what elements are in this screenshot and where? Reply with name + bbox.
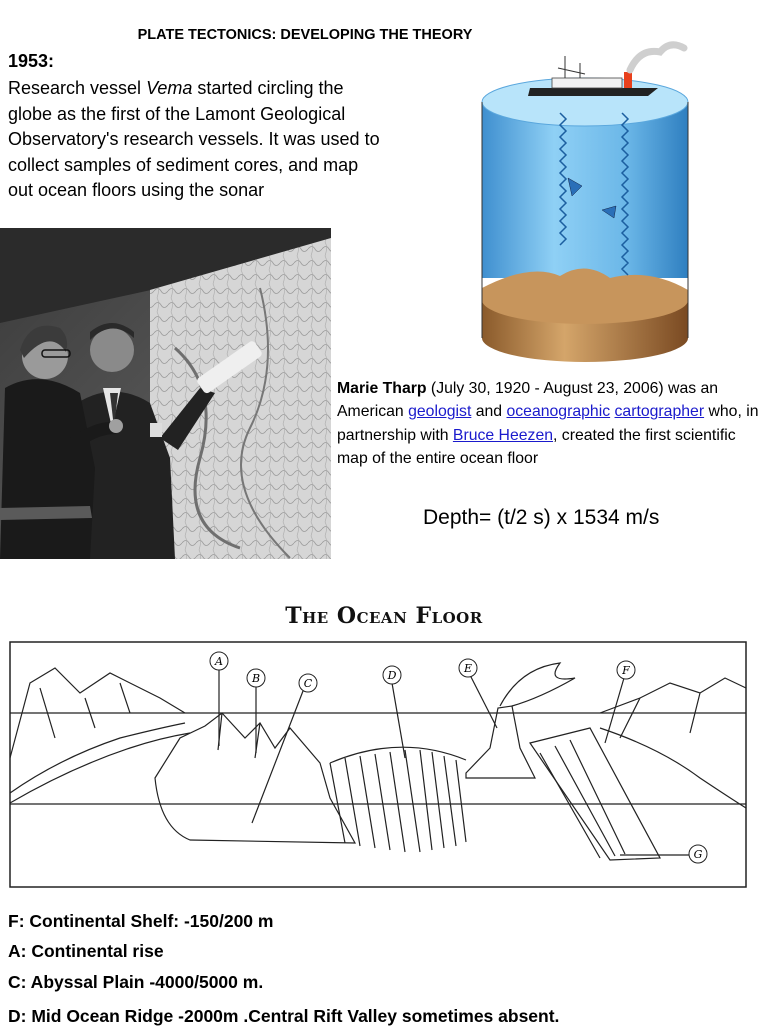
label-d: D [387, 669, 397, 682]
intro-text-2: started circling the globe as the first of the Lamont Geological Observatory's research vessels. It was used to collect samples of sediment cores, and map out ocean floors using the sonar [8, 78, 380, 200]
tharp-text-4: who, in partnership with [337, 403, 759, 444]
geologist-link[interactable]: geologist [408, 403, 472, 421]
label-g: G [693, 848, 703, 861]
label-a: A [215, 655, 223, 668]
depth-formula: Depth= (t/2 s) x 1534 m/s [423, 506, 660, 529]
legend-abyssal-plain: C: Abyssal Plain -4000/5000 m. [8, 972, 264, 992]
ocean-floor-title: The Ocean Floor [285, 603, 483, 629]
sonar-cylinder-diagram [470, 38, 700, 370]
year-heading: 1953: [8, 51, 55, 71]
ocean-floor-diagram [0, 628, 768, 898]
tharp-text-1: (July 30, 1920 - August 23, 2006) was an American [337, 380, 719, 421]
label-e: E [463, 662, 473, 675]
tharp-name: Marie Tharp [337, 380, 427, 397]
marie-tharp-paragraph [337, 377, 762, 471]
tharp-text-5: , created the first scientific map of the entire ocean floor [337, 426, 736, 468]
page-title: PLATE TECTONICS: DEVELOPING THE THEORY [137, 27, 473, 43]
legend-mid-ocean-ridge: D: Mid Ocean Ridge -2000m .Central Rift Valley sometimes absent. [8, 1006, 560, 1026]
legend-continental-shelf: F: Continental Shelf: -150/200 m [8, 911, 274, 931]
bruce-heezen-link[interactable]: Bruce Heezen [452, 426, 554, 444]
legend-continental-rise: A: Continental rise [8, 941, 164, 961]
intro-text-1: Research vessel [8, 78, 147, 98]
cartographer-link[interactable]: cartographer [614, 403, 705, 421]
label-c: C [303, 677, 313, 690]
vessel-name: Vema [146, 78, 193, 98]
label-b: B [251, 672, 261, 685]
label-f: F [622, 664, 630, 677]
tharp-heezen-photo [0, 228, 331, 559]
oceanographic-link[interactable]: oceanographic [506, 403, 611, 421]
intro-paragraph [8, 76, 388, 204]
tharp-text-2: and [471, 403, 507, 421]
